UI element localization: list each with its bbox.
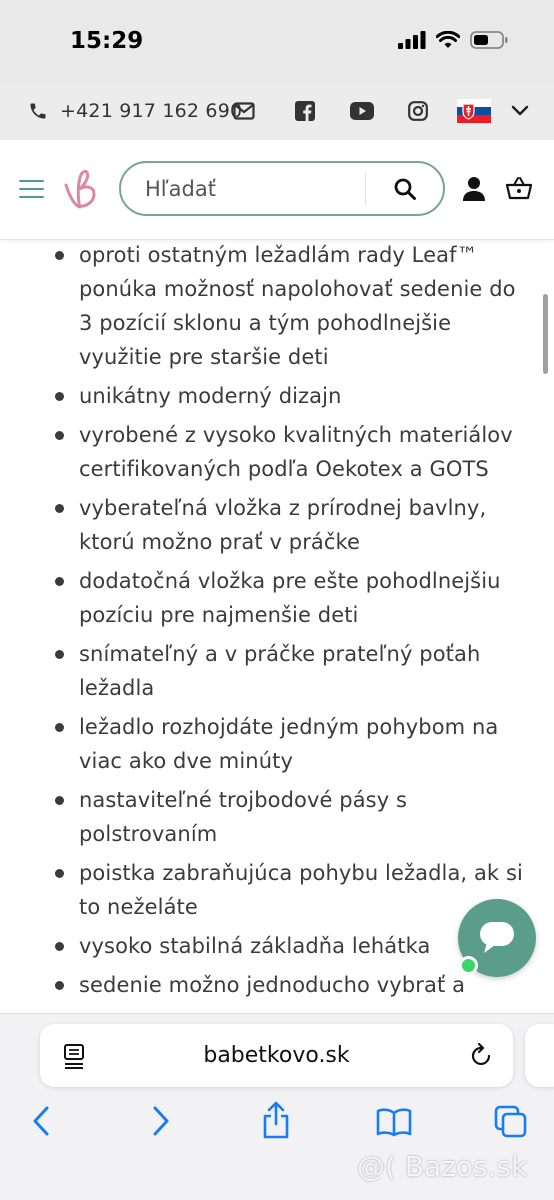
list-item: nastaviteľné trojbodové pásy s polstrovaním (0, 783, 554, 851)
email-link[interactable] (233, 82, 255, 140)
language-selector[interactable] (457, 82, 529, 140)
list-item: vysoko stabilná základňa lehátka (0, 929, 554, 963)
signal-icon (398, 31, 426, 49)
facebook-link[interactable] (295, 82, 315, 140)
instagram-link[interactable] (408, 82, 428, 140)
contact-bar (0, 82, 554, 140)
hamburger-icon[interactable] (19, 180, 44, 198)
list-item: poistka zabraňujúca pohybu ležadla, ak si to neželáte (0, 856, 554, 924)
phone-number: +421 917 162 690 (60, 100, 243, 122)
search-icon[interactable] (393, 177, 417, 201)
list-item: vyrobené z vysoko kvalitných materiálov certifikovaných podľa Oekotex a GOTS (0, 418, 554, 486)
next-tab-pill[interactable] (525, 1024, 554, 1087)
battery-icon (470, 31, 508, 49)
wifi-icon (436, 31, 460, 49)
online-indicator (459, 956, 478, 975)
chevron-down-icon (511, 105, 529, 117)
feature-list (0, 241, 554, 1007)
status-icons (398, 31, 508, 49)
phone-link[interactable] (28, 82, 242, 140)
chat-icon (479, 921, 515, 955)
back-icon[interactable] (31, 1104, 51, 1138)
address-bar[interactable] (40, 1024, 513, 1087)
list-item: vyberateľná vložka z prírodnej bavlny, ktorú možno prať v práčke (0, 491, 554, 559)
share-icon[interactable] (261, 1100, 291, 1140)
watermark-text: @( Bazos.sk (357, 1150, 528, 1183)
mail-icon (233, 102, 255, 120)
youtube-link[interactable] (350, 82, 374, 140)
phone-icon (28, 101, 48, 121)
tabs-icon[interactable] (494, 1105, 528, 1139)
search-divider (365, 173, 366, 205)
site-header (0, 140, 554, 240)
status-bar (0, 0, 554, 82)
instagram-icon (408, 101, 428, 121)
product-features (0, 241, 554, 1013)
facebook-icon (295, 101, 315, 121)
list-item: ležadlo rozhojdáte jedným pohybom na viac ako dve minúty (0, 710, 554, 778)
slovak-flag-icon (457, 99, 491, 123)
babetkovo-logo[interactable] (60, 167, 104, 211)
url-text: babetkovo.sk (203, 1043, 350, 1068)
list-item: oproti ostatným ležadlám rady Leaf™ ponúka možnosť napolohovať sedenie do 3 pozícií sklonu a tým pohodlnejšie využitie pre staršie deti (0, 241, 554, 374)
list-item: sedenie možno jednoducho vybrať a (0, 968, 554, 1002)
scrollbar[interactable] (543, 294, 548, 374)
youtube-icon (350, 102, 374, 120)
user-icon[interactable] (462, 176, 486, 202)
list-item: unikátny moderný dizajn (0, 379, 554, 413)
forward-icon[interactable] (151, 1104, 171, 1138)
basket-icon[interactable] (505, 176, 533, 200)
search-input[interactable]: Hľadať (145, 177, 216, 201)
status-time: 15:29 (70, 28, 144, 54)
search-bar[interactable] (119, 161, 445, 216)
list-item: dodatočná vložka pre ešte pohodlnejšiu pozíciu pre najmenšie deti (0, 564, 554, 632)
bookmarks-icon[interactable] (376, 1107, 412, 1137)
list-item: snímateľný a v práčke prateľný poťah ležadla (0, 637, 554, 705)
reload-icon[interactable] (470, 1041, 494, 1069)
